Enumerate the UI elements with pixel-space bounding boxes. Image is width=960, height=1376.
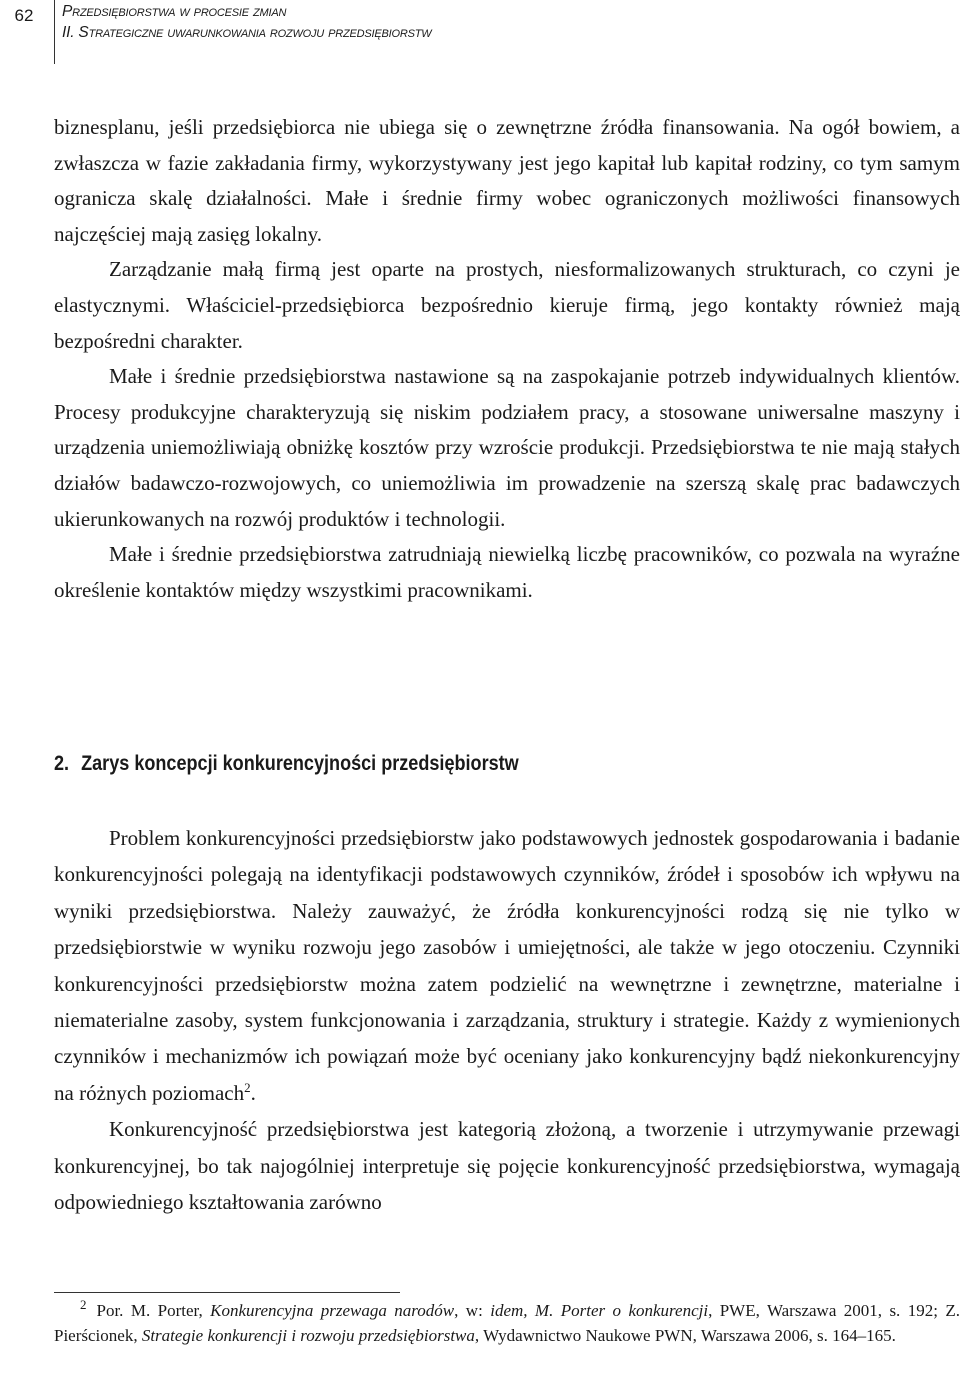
footnote-mark: 2 — [80, 1297, 87, 1313]
page-header — [0, 0, 960, 70]
footnote-idem: idem, M. Porter o konkurencji — [490, 1301, 709, 1320]
footnote-text: , Wydawnictwo Naukowe PWN, Warszawa 2006, s. 164–165. — [474, 1326, 896, 1345]
section-2-text — [54, 820, 960, 1220]
footnote-book-title: Konkurencyjna przewaga narodów — [210, 1301, 455, 1320]
section-heading — [54, 752, 519, 776]
footnote-text: Por. M. Porter, — [96, 1301, 211, 1320]
footnote-book-title: Strategie konkurencji i rozwoju przedsiębiorstwa — [141, 1326, 475, 1345]
section-number: 2. — [54, 752, 70, 775]
footnote-text: , PWE, Warszawa 2001, s. 192; Z. Pierścionek, — [54, 1301, 960, 1345]
paragraph: Konkurencyjność przedsiębiorstwa jest kategorią złożoną, a tworzenie i utrzymywanie przewagi konkurencyjnej, bo tak najogólniej interpretuje się pojęcie konkurencyjność przedsiębiorstwa, wymagają odpowiedniego kształtowania zarówno — [54, 1117, 960, 1215]
footnote-divider — [54, 1292, 400, 1293]
paragraph: Małe i średnie przedsiębiorstwa nastawione są na zaspokajanie potrzeb indywidualnych klientów. Procesy produkcyjne charakteryzują się niskim podziałem pracy, a stosowane uniwersalne maszyny i urządzenia uniemożliwiają obniżkę kosztów przy wzroście produkcji. Przedsiębiorstwa te nie mają stałych działów badawczo-rozwojowych, co uniemożliwia im prowadzenie na szerszą skalę prac badawczych ukierunkowanych na rozwój produktów i technologii. — [54, 364, 960, 531]
section-title: Zarys koncepcji konkurencyjności przedsiębiorstw — [81, 752, 519, 775]
page-number: 62 — [14, 6, 34, 25]
footnote — [54, 1298, 960, 1348]
footnote-reference[interactable]: 2 — [244, 1079, 251, 1095]
paragraph-end: . — [250, 1080, 256, 1105]
running-head-chapter-title: II. Strategiczne uwarunkowania rozwoju przedsiębiorstw — [62, 24, 432, 41]
header-divider — [54, 0, 55, 64]
footnote-text: , w: — [454, 1301, 491, 1320]
running-head-book-title: Przedsiębiorstwa w procesie zmian — [62, 3, 287, 20]
paragraph-text: Problem konkurencyjności przedsiębiorstw jako podstawowych jednostek gospodarowania i badanie konkurencyjności polegają na identyfikacji podstawowych czynników, źródeł i sposobów ich wpływu na wyniki przedsiębiorstwa. Należy zauważyć, że źródła konkurencyjności rodzą się nie tylko w przedsiębiorstwie w wyniku rozwoju jego zasobów i umiejętności, ale także w jego otoczeniu. Czynniki konkurencyjności przedsiębiorstw można zatem podzielić na wewnętrzne i zewnętrzne, materialne i niematerialne zasoby, system funkcjonowania i zarządzania, struktury i strategie. Każdy z wymienionych czynników i mechanizmów ich powiązań może być oceniany jako konkurencyjny bądź niekonkurencyjny na różnych poziomach — [54, 826, 960, 1105]
paragraph: biznesplanu, jeśli przedsiębiorca nie ubiega się o zewnętrzne źródła finansowania. Na ogół bowiem, a zwłaszcza w fazie zakładania firmy, wykorzystywany jest jego kapitał lub kapitał rodziny, co tym samym ogranicza skalę działalności. Małe i średnie firmy wobec ograniczonych możliwości finansowych najczęściej mają zasięg lokalny. — [54, 115, 960, 246]
section-1-text — [54, 110, 960, 608]
paragraph: Zarządzanie małą firmą jest oparte na prostych, niesformalizowanych strukturach, co czyni je elastycznymi. Właściciel-przedsiębiorca bezpośrednio kieruje firmą, jego kontakty również mają bezpośredni charakter. — [54, 257, 960, 353]
paragraph — [54, 820, 960, 1111]
paragraph: Małe i średnie przedsiębiorstwa zatrudniają niewielką liczbę pracowników, co pozwala na wyraźne określenie kontaktów między wszystkimi pracownikami. — [54, 542, 960, 602]
